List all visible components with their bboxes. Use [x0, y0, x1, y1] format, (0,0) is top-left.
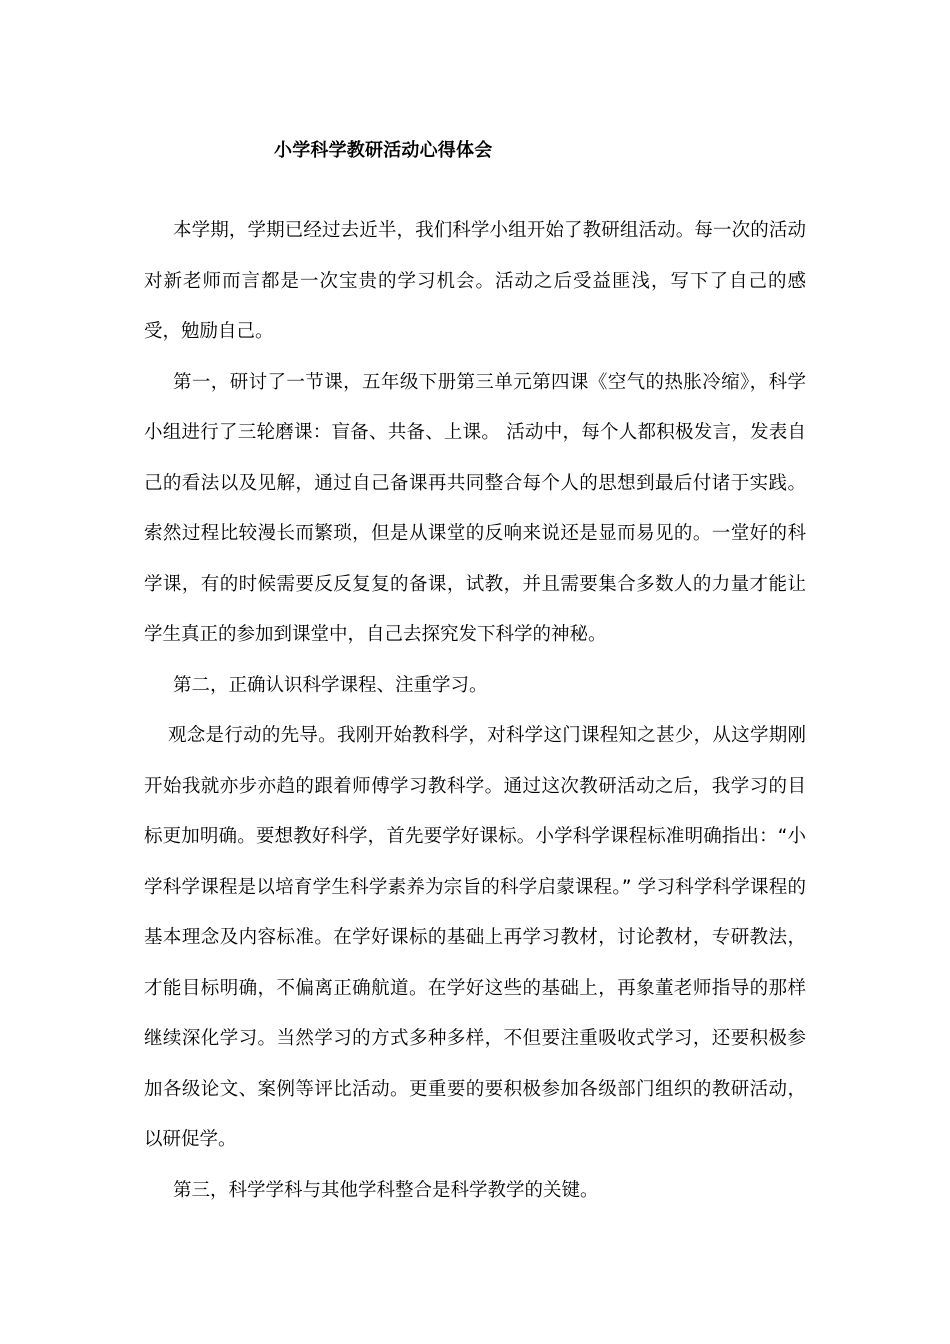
- paragraph-second-point-heading: 第二，正确认识科学课程、注重学习。: [173, 674, 488, 696]
- paragraph-second-point-body: 观念是行动的先导。我刚开始教科学，对科学这门课程知之甚少，从这学期刚开始我就亦步亦趋的跟着师傅学习教科学。通过这次教研活动之后，我学习的目标更加明确。要想教好科学，首先要学好课标。小学科学课程标准明确指出：“小学科学课程是以培育学生科学素养为宗旨的科学启蒙课程。” 学习科学科学课程的基本理念及内容标准。在学好课标的基础上再学习教材，讨论教材，专研教法，才能目标明确，不偏离正确航道。在学好这些的基础上，再象董老师指导的那样继续深化学习。当然学习的方式多种多样，不但要注重吸收式学习，还要积极参加各级论文、案例等评比活动。更重要的要积极参加各级部门组织的教研活动，以研促学。: [144, 725, 806, 1150]
- document-body: [144, 206, 806, 1216]
- paragraph-first-point: 第一，研讨了一节课，五年级下册第三单元第四课《空气的热胀冷缩》，科学小组进行了三轮磨课：盲备、共备、上课。 活动中，每个人都积极发言，发表自己的看法以及见解，通过自己备课再共同整合每个人的思想到最后付诸于实践。索然过程比较漫长而繁琐，但是从课堂的反响来说还是显而易见的。一堂好的科学课，有的时候需要反反复复的备课，试教，并且需要集合多数人的力量才能让学生真正的参加到课堂中，自己去探究发下科学的神秘。: [144, 371, 806, 645]
- paragraph-intro: 本学期，学期已经过去近半，我们科学小组开始了教研组活动。每一次的活动对新老师而言都是一次宝贵的学习机会。活动之后受益匪浅，写下了自己的感受，勉励自己。: [144, 220, 806, 342]
- paragraph-third-point-heading: 第三，科学学科与其他学科整合是科学教学的关键。: [173, 1179, 599, 1201]
- document-title: 小学科学教研活动心得体会: [274, 140, 493, 161]
